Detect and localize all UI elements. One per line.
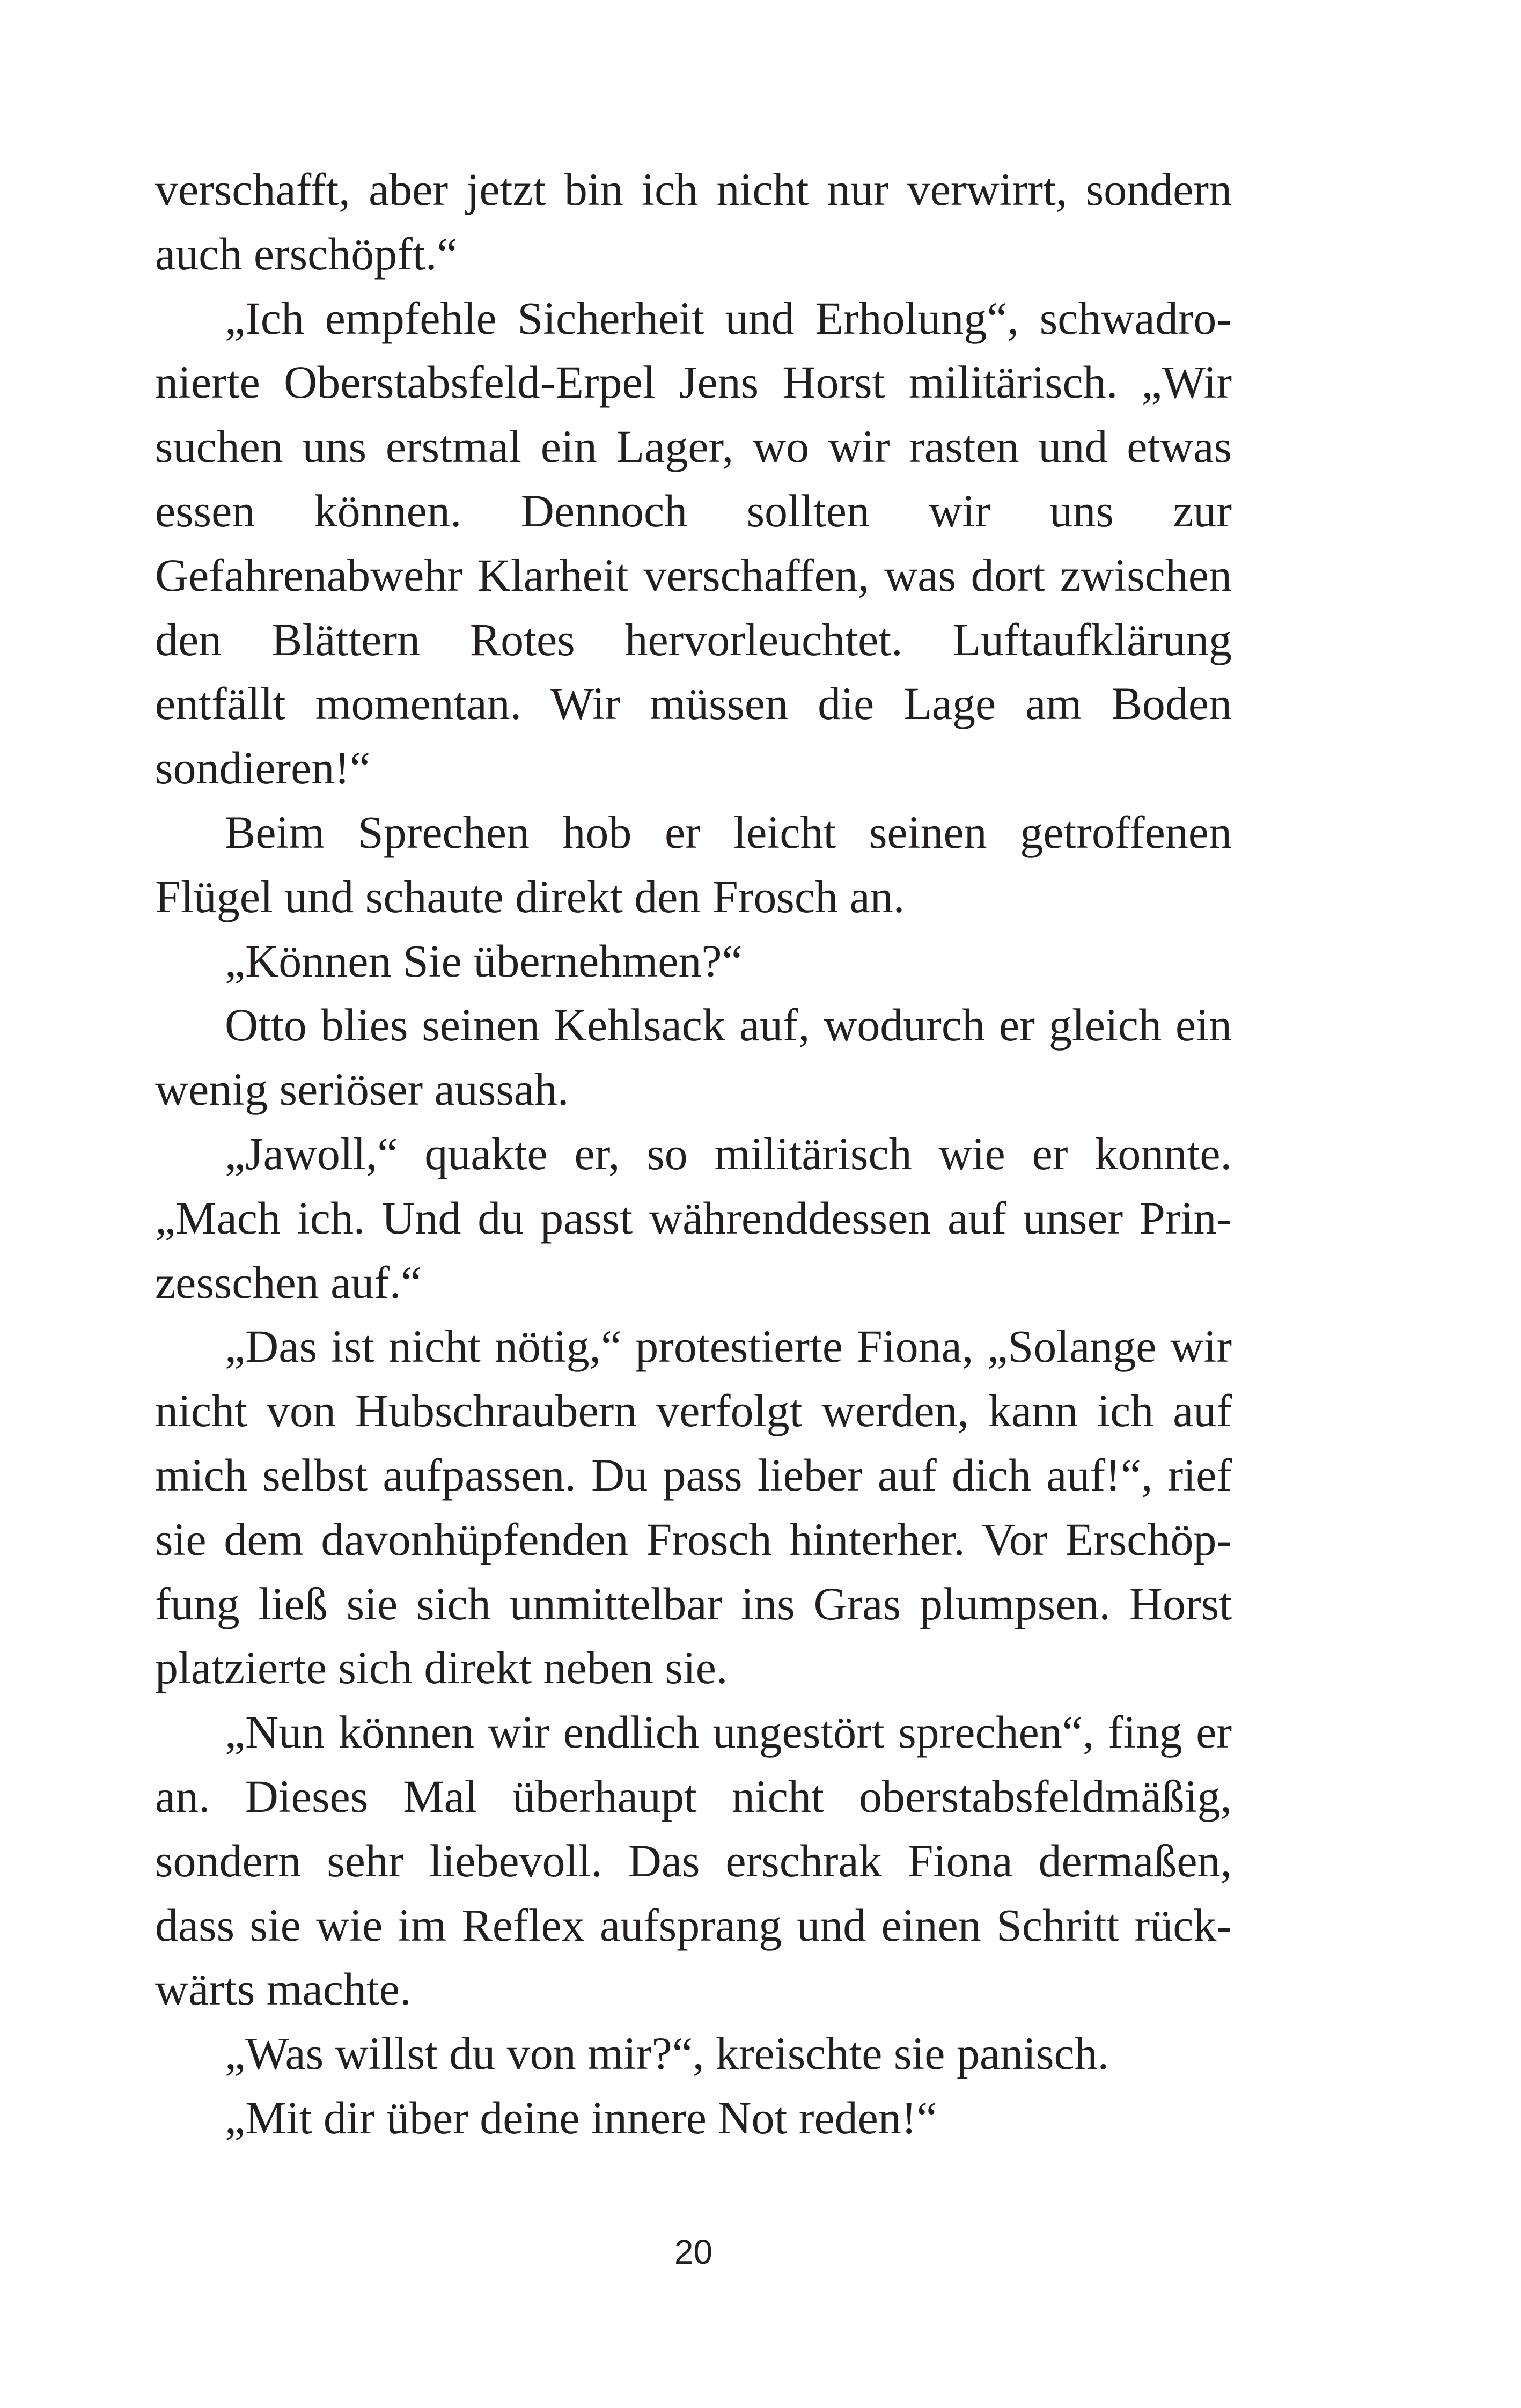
text-line: zesschen auf.“ bbox=[155, 1256, 422, 1308]
text-line: Gefahrenabwehr Klarheit verschaffen, was dort zwischen bbox=[155, 549, 1232, 601]
text-line: „Jawoll,“ quakte er, so militärisch wie er konnte. bbox=[225, 1127, 1232, 1179]
text-line: „Was willst du von mir?“, kreischte sie panisch. bbox=[225, 2028, 1109, 2080]
text-line: dass sie wie im Reflex aufsprang und einen Schritt rück- bbox=[155, 1899, 1232, 1951]
text-line: „Mach ich. Und du passt währenddessen auf unser Prin- bbox=[155, 1192, 1232, 1244]
text-line: „Das ist nicht nötig,“ protestierte Fiona, „Solange wir bbox=[225, 1320, 1232, 1372]
paragraph bbox=[155, 929, 1232, 994]
text-line: „Mit dir über deine innere Not reden!“ bbox=[225, 2091, 937, 2143]
body-text bbox=[155, 158, 1232, 2150]
text-line: nierte Oberstabsfeld-Erpel Jens Horst militärisch. „Wir bbox=[155, 356, 1232, 408]
text-line: sondern sehr liebevoll. Das erschrak Fiona dermaßen, bbox=[155, 1834, 1232, 1886]
text-line: den Blättern Rotes hervorleuchtet. Luftaufklärung bbox=[155, 613, 1232, 665]
paragraph bbox=[155, 2022, 1232, 2086]
paragraph bbox=[155, 2086, 1232, 2150]
paragraph bbox=[155, 158, 1232, 287]
text-line: nicht von Hubschraubern verfolgt werden, kann ich auf bbox=[155, 1385, 1232, 1437]
text-line: verschafft, aber jetzt bin ich nicht nur verwirrt, sondern bbox=[155, 164, 1232, 215]
page-number: 20 bbox=[674, 2233, 713, 2271]
text-line: sie dem davonhüpfenden Frosch hinterher. Vor Erschöp- bbox=[155, 1513, 1232, 1565]
text-line: an. Dieses Mal überhaupt nicht oberstabsfeldmäßig, bbox=[155, 1770, 1232, 1822]
text-line: entfällt momentan. Wir müssen die Lage am Boden bbox=[155, 678, 1232, 730]
paragraph bbox=[155, 801, 1232, 929]
paragraph bbox=[155, 1700, 1232, 2022]
paragraph bbox=[155, 1315, 1232, 1700]
text-line: wärts machte. bbox=[155, 1963, 412, 2015]
text-line: sondieren!“ bbox=[155, 742, 371, 794]
text-line: „Nun können wir endlich ungestört sprechen“, fing er bbox=[225, 1706, 1232, 1758]
text-line: „Können Sie übernehmen?“ bbox=[225, 935, 743, 987]
text-line: essen können. Dennoch sollten wir uns zur bbox=[155, 484, 1232, 537]
text-line: fung ließ sie sich unmittelbar ins Gras plumpsen. Horst bbox=[155, 1577, 1232, 1629]
text-line: „Ich empfehle Sicherheit und Erholung“, schwadro- bbox=[225, 292, 1232, 344]
text-line: wenig seriöser aussah. bbox=[155, 1063, 569, 1115]
paragraph bbox=[155, 1122, 1232, 1315]
text-line: Beim Sprechen hob er leicht seinen getroffenen bbox=[225, 806, 1232, 858]
text-line: auch erschöpft.“ bbox=[155, 227, 458, 280]
text-line: platzierte sich direkt neben sie. bbox=[155, 1642, 728, 1694]
text-line: mich selbst aufpassen. Du pass lieber auf dich auf!“, rief bbox=[155, 1449, 1232, 1501]
text-line: Flügel und schaute direkt den Frosch an. bbox=[155, 870, 905, 922]
paragraph bbox=[155, 287, 1232, 801]
paragraph bbox=[155, 993, 1232, 1122]
text-line: Otto blies seinen Kehlsack auf, wodurch er gleich ein bbox=[225, 999, 1232, 1051]
text-line: suchen uns erstmal ein Lager, wo wir rasten und etwas bbox=[155, 421, 1232, 473]
